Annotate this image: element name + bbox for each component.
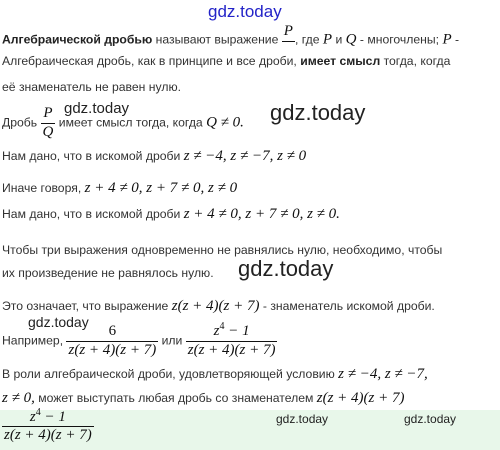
math: z(z + 4)(z + 7) (171, 298, 260, 314)
frac-num-base: z (29, 409, 36, 425)
frac-num-exp: 4 (219, 321, 225, 332)
frac-den: z(z + 4)(z + 7) (4, 426, 92, 443)
frac-den: Q (42, 123, 54, 140)
text: тогда, когда (380, 54, 451, 68)
text: В роли алгебраической дроби, удовлетворяющей условию (2, 367, 339, 381)
answer-frac (2, 407, 94, 444)
math: Q ≠ 0. (206, 114, 244, 131)
frac-den: z(z + 4)(z + 7) (187, 341, 276, 358)
var-p: P (322, 31, 333, 48)
definition-line-1 (2, 23, 460, 51)
var-p: P (442, 31, 452, 48)
text: Нам дано, что в искомой дроби (2, 207, 184, 221)
frac-num: 6 (66, 324, 158, 342)
text: Например, (2, 333, 67, 348)
fraction-condition-line (2, 106, 244, 141)
text: имеет смысл тогда, когда (55, 115, 207, 130)
text: - знаменатель искомой дроби. (259, 299, 435, 313)
product-line-2: их произведение не равнялось нулю. (2, 266, 214, 280)
answer-fraction (2, 407, 94, 444)
frac-num-rest: − 1 (40, 409, 66, 425)
text: - многочлены; (356, 32, 443, 47)
text: Алгебраическая дробь, как в принципе и все дроби, (2, 54, 301, 68)
fraction-p-over (282, 24, 295, 45)
text: Иначе говоря, (2, 181, 85, 195)
watermark-large-1: gdz.today (270, 100, 366, 125)
frac-num-rest: − 1 (224, 323, 250, 339)
text: Дробь (2, 115, 41, 130)
var-q: Q (345, 31, 357, 48)
watermark-large-2: gdz.today (238, 256, 334, 281)
text: - (451, 32, 460, 47)
conclusion-line-1 (2, 366, 428, 383)
watermark-bottom-2: gdz.today (404, 412, 457, 426)
frac-num (186, 321, 278, 342)
watermark-line4: gdz.today (64, 100, 130, 117)
definition-line-3: её знаменатель не равен нулю. (2, 80, 181, 94)
text: , где (294, 32, 323, 47)
text: или (158, 333, 186, 348)
text: и (332, 32, 346, 47)
text: Нам дано, что в искомой дроби (2, 149, 184, 163)
frac-num-exp: 4 (35, 407, 41, 418)
watermark-line11: gdz.today (28, 314, 89, 330)
otherwise-line (2, 180, 237, 197)
frac-den: z(z + 4)(z + 7) (68, 341, 157, 358)
frac-num-base: z (213, 323, 220, 339)
example-fraction-1 (66, 324, 158, 359)
frac-num (2, 407, 94, 427)
math: z ≠ 0, (2, 390, 35, 406)
conclusion-line-2 (2, 390, 405, 407)
watermark-bottom-1: gdz.today (276, 412, 329, 426)
fraction-p-over-q (41, 106, 56, 141)
math: z ≠ −4, z ≠ −7, (338, 366, 428, 382)
frac-num: P (41, 106, 56, 124)
text: называют выражение (152, 32, 282, 47)
math: z ≠ −4, z ≠ −7, z ≠ 0 (183, 148, 307, 164)
definition-line-2 (2, 54, 450, 68)
bold-text: имеет смысл (300, 54, 381, 68)
math: z + 4 ≠ 0, z + 7 ≠ 0, z ≠ 0. (183, 206, 340, 222)
math: z(z + 4)(z + 7) (316, 390, 405, 406)
example-fraction-2 (186, 321, 278, 359)
given-line-2 (2, 206, 340, 223)
text: может выступать любая дробь со знаменателем (34, 391, 317, 405)
product-line-1: Чтобы три выражения одновременно не равнялись нулю, необходимо, чтобы (2, 243, 443, 257)
frac-den (282, 42, 295, 45)
frac-num: P (282, 24, 295, 42)
definition-term: Алгебраической дробью (2, 32, 153, 47)
watermark-top: gdz.today (208, 2, 282, 21)
denominator-line (2, 298, 435, 315)
text: Это означает, что выражение (2, 299, 172, 313)
math: z + 4 ≠ 0, z + 7 ≠ 0, z ≠ 0 (84, 180, 238, 196)
given-line-1 (2, 148, 306, 165)
